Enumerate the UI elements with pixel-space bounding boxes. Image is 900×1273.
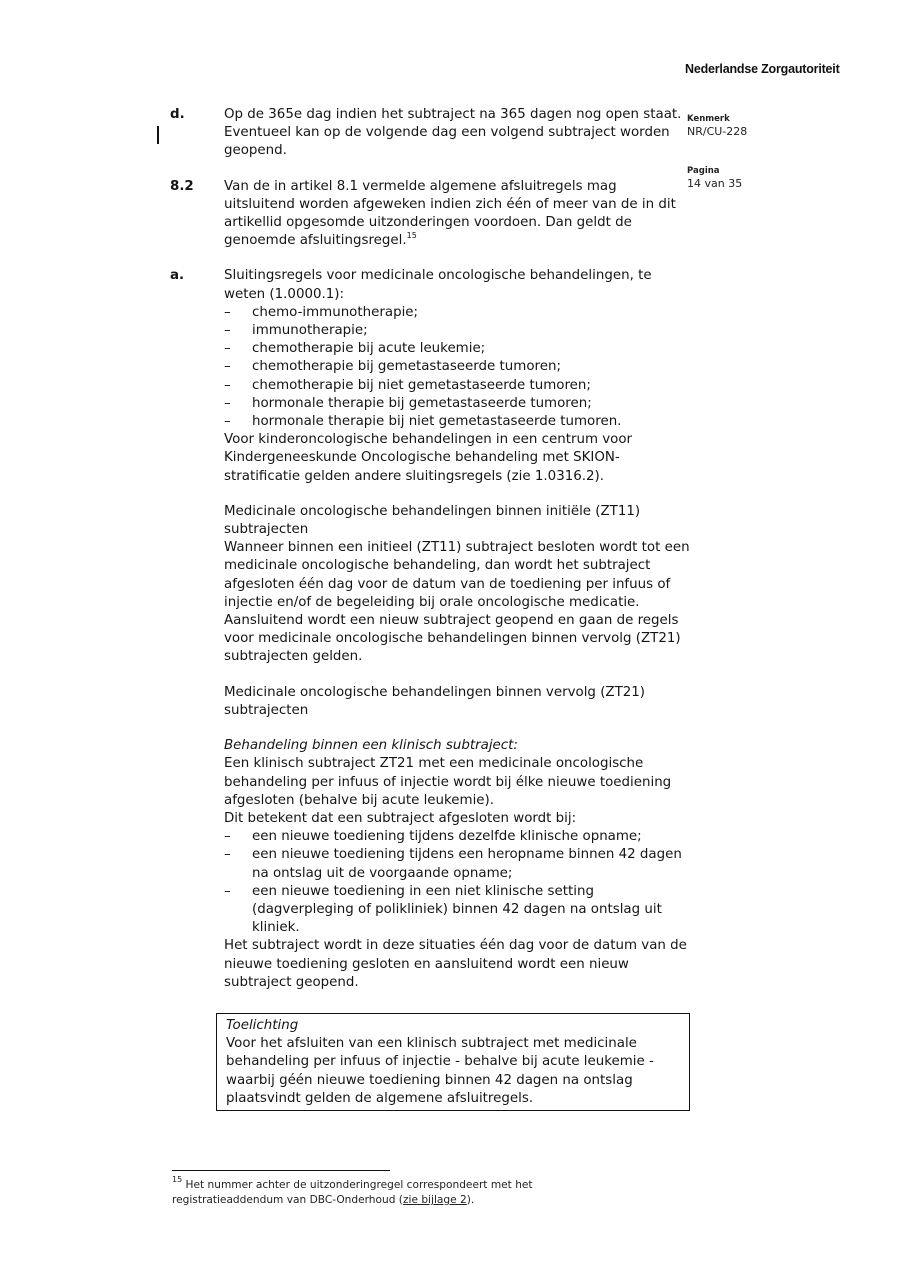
- section-d-text: Op de 365e dag indien het subtraject na 365 dagen nog open staat. Eventueel kan op de volgende dag een volgend subtraject worden geopend.: [224, 107, 682, 159]
- zt11-heading: Medicinale oncologische behandelingen binnen initiële (ZT11) subtrajecten: [224, 503, 641, 538]
- bijlage-2-link[interactable]: zie bijlage 2: [402, 1194, 467, 1206]
- footnote-number: 15: [172, 1175, 183, 1184]
- clinical-text: Een klinisch subtraject ZT21 met een medicinale oncologische behandeling per infuus of injectie wordt bij élke nieuwe toediening afgesloten (behalve bij acute leukemie).: [224, 756, 672, 808]
- list-item: – hormonale therapie bij gemetastaseerde tumoren;: [224, 395, 690, 413]
- pagina-label: Pagina: [687, 166, 720, 176]
- list-item: – chemotherapie bij gemetastaseerde tumoren;: [224, 358, 690, 376]
- clinical-heading: Behandeling binnen een klinisch subtraject:: [224, 738, 518, 754]
- list-item: – een nieuwe toediening tijdens een heropname binnen 42 dagen na ontslag uit de voorgaande opname;: [224, 846, 690, 882]
- kenmerk-value: NR/CU-228: [687, 125, 748, 138]
- section-a-marker: a.: [170, 268, 185, 284]
- list-item: – een nieuwe toediening tijdens dezelfde klinische opname;: [224, 828, 690, 846]
- zt21-heading: Medicinale oncologische behandelingen binnen vervolg (ZT21) subtrajecten: [224, 684, 646, 718]
- zt11-text: Wanneer binnen een initieel (ZT11) subtraject besloten wordt tot een medicinale oncologische behandeling, dan wordt het subtraject afgesloten één dag voor de datum van de toediening per infuus of injectie en/of de begeleiding bij orale oncologische medicatie. Aansluitend wordt een nieuw subtraject geopend en gaan de regels voor medicinale oncologische behandelingen binnen vervolg (ZT21) subtrajecten gelden.: [224, 540, 690, 665]
- section-8-2: [170, 178, 690, 251]
- closing-intro: Dit betekent dat een subtraject afgesloten wordt bij:: [224, 810, 577, 826]
- document-body: [170, 106, 690, 992]
- footnote-reference[interactable]: 15: [406, 231, 417, 241]
- pagina-value: 14 van 35: [687, 177, 743, 190]
- toelichting-box: [216, 1013, 690, 1111]
- list-item: – chemotherapie bij acute leukemie;: [224, 340, 690, 358]
- list-item: – hormonale therapie bij niet gemetastaseerde tumoren.: [224, 413, 690, 431]
- closing-text: Het subtraject wordt in deze situaties één dag voor de datum van de nieuwe toediening gesloten en aansluitend wordt een nieuw subtraject geopend.: [224, 938, 687, 990]
- section-8-2-text: Van de in artikel 8.1 vermelde algemene afsluitregels mag uitsluitend worden afgeweken indien zich één of meer van de in dit artikellid opgesomde uitzonderingen voordoen. Dan geldt de genoemde afsluitingsregel.: [224, 178, 676, 249]
- list-item: – een nieuwe toediening in een niet klinische setting (dagverpleging of polikliniek) binnen 42 dagen na ontslag uit kliniek.: [224, 883, 690, 938]
- footnote-text-end: ).: [466, 1194, 475, 1206]
- child-oncology-note: Voor kinderoncologische behandelingen in een centrum voor Kindergeneeskunde Oncologische behandeling met SKION-stratificatie gelden andere sluitingsregels (zie 1.0316.2).: [224, 432, 633, 484]
- section-a-intro: Sluitingsregels voor medicinale oncologische behandelingen, te weten (1.0000.1):: [224, 268, 652, 302]
- pagina-block: [687, 166, 742, 190]
- footnote: [172, 1175, 592, 1208]
- footnote-separator: [172, 1170, 390, 1171]
- kenmerk-block: [687, 114, 747, 138]
- list-item: – chemotherapie bij niet gemetastaseerde tumoren;: [224, 377, 690, 395]
- section-d-marker: d.: [170, 107, 185, 122]
- footnote-text: Het nummer achter de uitzonderingregel correspondeert met het registratieaddendum van DBC-Onderhoud (: [172, 1179, 533, 1206]
- kenmerk-label: Kenmerk: [687, 114, 730, 124]
- list-item: – immunotherapie;: [224, 322, 690, 340]
- section-d: [170, 106, 690, 161]
- revision-change-bar: [157, 126, 159, 144]
- closing-conditions-list: [224, 828, 690, 937]
- organization-name: Nederlandse Zorgautoriteit: [685, 62, 840, 76]
- toelichting-title: Toelichting: [226, 1018, 299, 1033]
- toelichting-text: Voor het afsluiten van een klinisch subtraject met medicinale behandeling per infuus of injectie - behalve bij acute leukemie - waarbij géén nieuwe toediening binnen 42 dagen na ontslag plaatsvindt gelden de algemene afsluitregels.: [226, 1036, 654, 1106]
- section-a: [170, 267, 690, 992]
- section-8-2-marker: 8.2: [170, 178, 194, 194]
- list-item: – chemo-immunotherapie;: [224, 304, 690, 322]
- therapy-list: [224, 304, 690, 431]
